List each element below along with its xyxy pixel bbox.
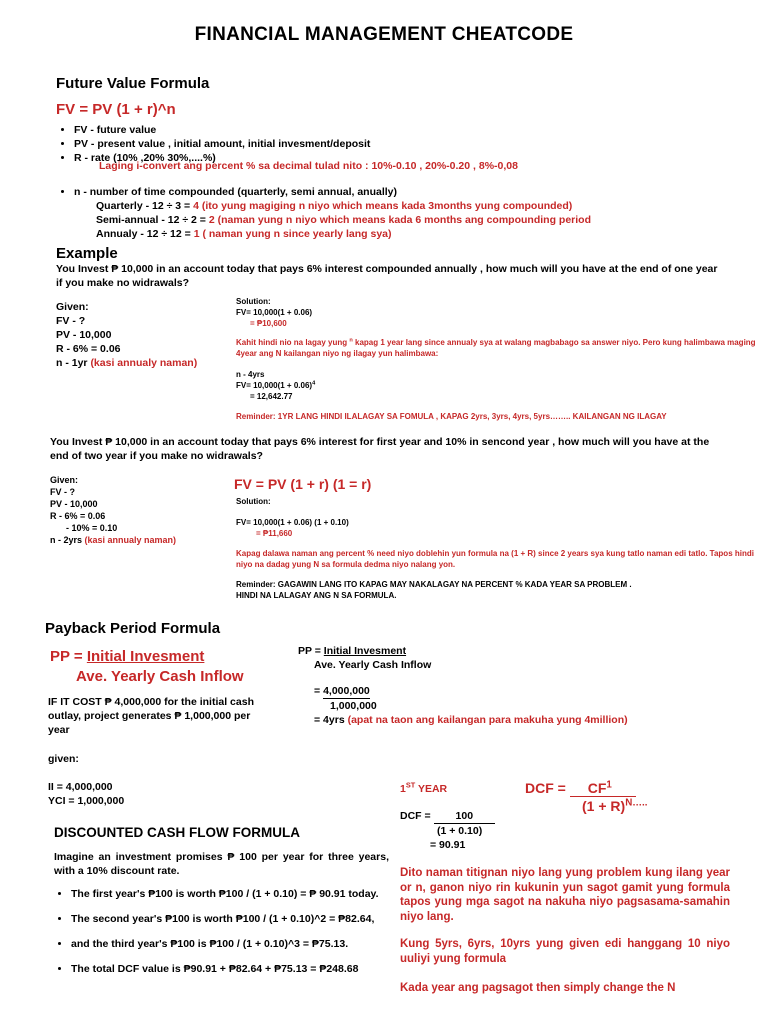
example1-problem: You Invest ₱ 10,000 in an account today that pays 6% interest compounded annually , how much will you have at the end of one year if you make no widrawals? bbox=[56, 263, 718, 289]
pp-denominator: Ave. Yearly Cash Inflow bbox=[76, 668, 244, 685]
reminder2-line1: Reminder: GAGAWIN LANG ITO KAPAG MAY NAKALAGAY NA PERCENT % KADA YEAR SA PROBLEM . bbox=[236, 580, 632, 589]
quarterly-note: 4 (ito yung magiging n niyo which means kada 3months yung compounded) bbox=[193, 200, 573, 212]
pp-given-values bbox=[48, 780, 124, 808]
pp-calc-equals: = bbox=[314, 685, 324, 697]
pp-small-numerator: Initial Invesment bbox=[323, 645, 407, 657]
example-heading: Example bbox=[56, 245, 118, 262]
quarterly-line bbox=[96, 199, 572, 213]
four-year-formula: FV= 10,000(1 + 0.06) bbox=[236, 381, 313, 390]
annual-line bbox=[96, 227, 392, 241]
given2-n-note: (kasi annualy naman) bbox=[84, 535, 177, 545]
pp-given-label: given: bbox=[48, 753, 79, 765]
dcf-den-sup: N….. bbox=[625, 797, 648, 809]
dcf-examples bbox=[54, 887, 406, 987]
given-title: Given: bbox=[56, 301, 89, 313]
given-n-note: (kasi annualy naman) bbox=[90, 357, 198, 369]
payback-heading: Payback Period Formula bbox=[45, 620, 221, 637]
pp-answer: = 4yrs bbox=[314, 714, 348, 726]
four-year-answer: = 12,642.77 bbox=[250, 392, 293, 401]
dcf-note2: Kung 5yrs, 6yrs, 10yrs yung given edi hanggang 10 niyo uuliyi yung formula bbox=[400, 938, 730, 965]
pp-label: PP = bbox=[50, 648, 87, 665]
note1-superscript-n: n bbox=[349, 337, 353, 344]
quarterly-label: Quarterly - 12 ÷ 3 = bbox=[96, 200, 194, 212]
page-title: FINANCIAL MANAGEMENT CHEATCODE bbox=[194, 24, 574, 45]
fv-formula: FV = PV (1 + r)^n bbox=[56, 101, 176, 118]
given2-n bbox=[50, 534, 176, 546]
fv-def-r: • R - rate (10% ,20% 30%,....%) bbox=[74, 151, 754, 165]
dcf-year1: • The first year's ₱100 is worth ₱100 / (1 + 0.10) = ₱ 90.91 today. bbox=[71, 887, 406, 901]
dcf-calc-top bbox=[400, 809, 495, 824]
pp-given-ii: II = 4,000,000 bbox=[48, 781, 113, 793]
fv-n-definition bbox=[56, 185, 754, 199]
pp-problem: IF IT COST ₱ 4,000,000 for the initial cash outlay, project generates ₱ 1,000,000 per year bbox=[48, 696, 254, 736]
dcf-note1: Dito naman titignan niyo lang yung problem kung ilang year or n, ganon niyo rin kukunin yun sagot gamit yung formula tapos yung mga sagot na nakuha niyo pagsasama-samahin niyo lang. bbox=[400, 867, 730, 923]
dcf-calc-label: DCF = bbox=[400, 810, 434, 822]
dcf-intro: Imagine an investment promises ₱ 100 per year for three years, with a 10% discount rate. bbox=[54, 851, 389, 877]
semiannual-note: 2 (naman yung n niyo which means kada 6 months ang compounding period bbox=[208, 214, 591, 226]
note1-part-a: Kahit hindi nio na lagay yung bbox=[236, 338, 350, 347]
first-year-label: 1ST YEAR bbox=[400, 780, 448, 795]
dcf-cf: CF bbox=[587, 780, 607, 796]
solution-step1: FV= 10,000(1 + 0.06) bbox=[236, 308, 313, 317]
dcf-den: (1 + R) bbox=[582, 798, 626, 814]
pp-calculation bbox=[314, 684, 628, 727]
fv-def-n: • n - number of time compounded (quarterly, semi annual, anually) bbox=[74, 185, 754, 199]
fv-two-rate-formula: FV = PV (1 + r) (1 = r) bbox=[234, 476, 372, 492]
pp-numerator: Initial Invesment bbox=[86, 648, 205, 665]
fv-def-pv: • PV - present value , initial amount, initial invesment/deposit bbox=[74, 137, 754, 151]
solution2-answer: = ₱11,660 bbox=[256, 529, 293, 538]
given2-r: R - 6% = 0.06 bbox=[50, 511, 106, 521]
pp-given-yci: YCI = 1,000,000 bbox=[48, 795, 125, 807]
given2-n-value: n - 2yrs bbox=[50, 535, 85, 545]
given2-pv: PV - 10,000 bbox=[50, 499, 98, 509]
example2-solution bbox=[236, 517, 349, 539]
given-pv: PV - 10,000 bbox=[56, 329, 112, 341]
solution-answer: = ₱10,600 bbox=[250, 319, 287, 328]
semiannual-line bbox=[96, 213, 591, 227]
example2-given bbox=[50, 474, 176, 546]
dcf-formula-denominator bbox=[525, 798, 648, 814]
pp-numerator-line bbox=[50, 648, 244, 665]
pp-answer-note: (apat na taon ang kailangan para makuha yung 4million) bbox=[347, 714, 628, 726]
solution-label: Solution: bbox=[236, 297, 271, 306]
dcf-formula-top bbox=[525, 780, 648, 797]
dcf-calculation bbox=[400, 809, 495, 852]
given-r: R - 6% = 0.06 bbox=[56, 343, 121, 355]
example1-note bbox=[236, 337, 756, 359]
four-year-step bbox=[236, 380, 315, 391]
given-n bbox=[56, 356, 197, 370]
annual-note: 1 ( naman yung n since yearly lang sya) bbox=[193, 228, 392, 240]
dcf-formula bbox=[525, 780, 648, 814]
dcf-heading: DISCOUNTED CASH FLOW FORMULA bbox=[54, 825, 300, 840]
dcf-year2: • The second year's ₱100 is worth ₱100 / (1 + 0.10)^2 = ₱82.64, bbox=[71, 912, 406, 926]
given2-r2: - 10% = 0.10 bbox=[66, 523, 118, 533]
four-year-exponent: 4 bbox=[312, 380, 316, 387]
pp-calc-answer bbox=[314, 713, 628, 727]
example1-reminder: Reminder: 1YR LANG HINDI ILALAGAY SA FOMULA , KAPAG 2yrs, 3yrs, 4yrs, 5yrs…….. KAILANGAN NG ILAGAY bbox=[236, 412, 667, 421]
pp-calc-num: 4,000,000 bbox=[323, 685, 370, 697]
pp-small-denominator: Ave. Yearly Cash Inflow bbox=[314, 659, 432, 671]
rate-conversion-note: Laging i-convert ang percent % sa decimal tulad nito : 10%-0.10 , 20%-0.20 , 8%-0,08 bbox=[99, 160, 518, 172]
pp-calc-numerator bbox=[314, 684, 628, 699]
given-n-value: n - 1yr bbox=[56, 357, 91, 369]
pp-small-numerator-line bbox=[298, 644, 431, 658]
example1-four-year bbox=[236, 369, 315, 402]
dcf-note3: Kada year ang pagsagot then simply change the N bbox=[400, 982, 676, 994]
dcf-formula-label: DCF = bbox=[525, 780, 570, 796]
semiannual-label: Semi-annual - 12 ÷ 2 = bbox=[96, 214, 209, 226]
given2-fv: FV - ? bbox=[50, 487, 75, 497]
dcf-calc-answer: = 90.91 bbox=[430, 839, 466, 851]
pp-formula-red bbox=[50, 648, 244, 685]
dcf-cf-sup: 1 bbox=[606, 779, 612, 791]
example2-problem: You Invest ₱ 10,000 in an account today that pays 6% interest for first year and 10% in sencond year , how much will you have at the end of two year if you make no widrawals? bbox=[50, 436, 710, 462]
dcf-calc-numerator: 100 bbox=[434, 809, 496, 824]
solution2-step1: FV= 10,000(1 + 0.06) (1 + 0.10) bbox=[236, 518, 349, 527]
dcf-formula-numerator bbox=[570, 780, 636, 797]
pp-formula-small bbox=[298, 644, 431, 672]
future-value-heading: Future Value Formula bbox=[56, 75, 210, 92]
given-fv: FV - ? bbox=[56, 315, 86, 327]
example1-given bbox=[56, 300, 197, 370]
fv-def-fv: • FV - future value bbox=[74, 123, 754, 137]
annual-label: Annualy - 12 ÷ 12 = bbox=[96, 228, 194, 240]
example2-note: Kapag dalawa naman ang percent % need niyo doblehin yun formula na (1 + R) since 2 years sya kung tatlo naman edi tatlo. Tapos hindi niyo na dadag yung N sa formula dedma niyo nalang yon. bbox=[236, 549, 754, 569]
note1-part-b: kapag 1 year lang since annualy sya at walang magbabago sa answer niyo. Pero kung halimbawa maging 4year ang N kailangan niyo ng ilagay yun halimbawa: bbox=[236, 338, 756, 358]
dcf-calc-denominator: (1 + 0.10) bbox=[437, 825, 483, 837]
example1-solution bbox=[236, 296, 312, 329]
given2-title: Given: bbox=[50, 475, 79, 485]
pp-calc-denominator: 1,000,000 bbox=[330, 700, 377, 712]
example2-reminder bbox=[236, 579, 632, 601]
four-year-n: n - 4yrs bbox=[236, 370, 265, 379]
pp-small-label: PP = bbox=[298, 645, 324, 657]
dcf-year3: • and the third year's ₱100 is ₱100 / (1 + 0.10)^3 = ₱75.13. bbox=[71, 937, 406, 951]
reminder2-line2: HINDI NA LALAGAY ANG N SA FORMULA. bbox=[236, 591, 397, 600]
example2-solution-label: Solution: bbox=[236, 497, 271, 506]
dcf-total: • The total DCF value is ₱90.91 + ₱82.64 + ₱75.13 = ₱248.68 bbox=[71, 962, 406, 976]
